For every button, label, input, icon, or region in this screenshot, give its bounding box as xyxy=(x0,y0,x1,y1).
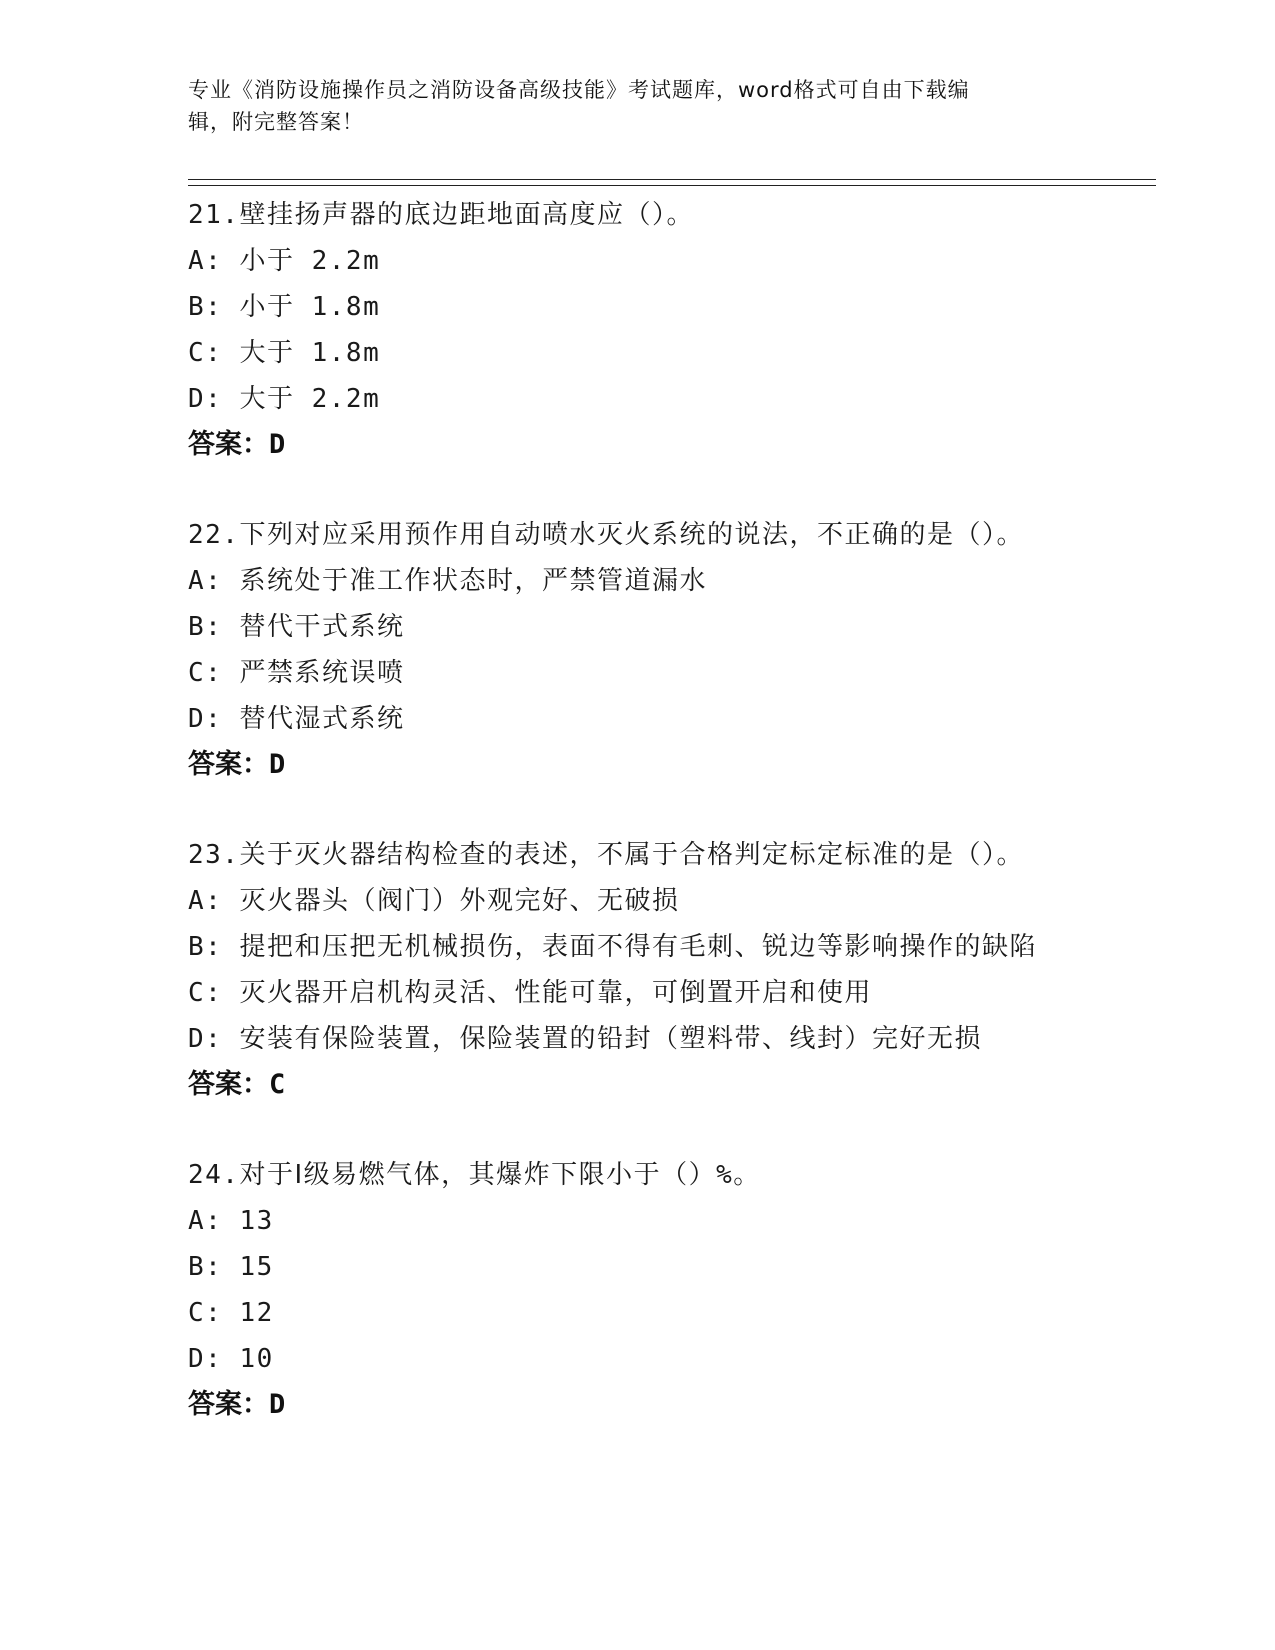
option-b: B: 15 xyxy=(188,1252,274,1282)
option-d: D: 安装有保险装置，保险装置的铅封（塑料带、线封）完好无损 xyxy=(188,1024,982,1054)
question-24 xyxy=(188,1152,1188,1428)
answer-value: D xyxy=(269,749,286,780)
answer-value: C xyxy=(269,1069,286,1100)
answer-label: 答案： xyxy=(188,429,269,460)
option-a: A: 灭火器头（阀门）外观完好、无破损 xyxy=(188,886,680,916)
answer-value: D xyxy=(269,1389,286,1420)
document-header xyxy=(188,74,1068,138)
answer-label: 答案： xyxy=(188,1069,269,1100)
option-c: C: 灭火器开启机构灵活、性能可靠，可倒置开启和使用 xyxy=(188,978,872,1008)
option-d: D: 大于 2.2m xyxy=(188,384,381,414)
option-b: B: 替代干式系统 xyxy=(188,612,405,642)
option-c: C: 12 xyxy=(188,1298,274,1328)
option-d: D: 替代湿式系统 xyxy=(188,704,405,734)
question-stem: 23.关于灭火器结构检查的表述，不属于合格判定标定标准的是（）。 xyxy=(188,840,1024,870)
header-line-2: 辑，附完整答案！ xyxy=(188,110,364,134)
question-21 xyxy=(188,192,1188,468)
answer-value: D xyxy=(269,429,286,460)
question-stem: 22.下列对应采用预作用自动喷水灭火系统的说法，不正确的是（）。 xyxy=(188,520,1024,550)
option-d: D: 10 xyxy=(188,1344,274,1374)
answer-label: 答案： xyxy=(188,1389,269,1420)
answer-label: 答案： xyxy=(188,749,269,780)
option-b: B: 提把和压把无机械损伤，表面不得有毛刺、锐边等影响操作的缺陷 xyxy=(188,932,1037,962)
answer-line xyxy=(188,1062,1188,1108)
header-line-1: 专业《消防设施操作员之消防设备高级技能》考试题库，word格式可自由下载编 xyxy=(188,78,970,102)
option-c: C: 大于 1.8m xyxy=(188,338,381,368)
option-c: C: 严禁系统误喷 xyxy=(188,658,405,688)
question-stem: 24.对于Ⅰ级易燃气体，其爆炸下限小于（）%。 xyxy=(188,1160,761,1190)
option-a: A: 小于 2.2m xyxy=(188,246,381,276)
header-divider-top xyxy=(188,179,1156,180)
answer-line xyxy=(188,1382,1188,1428)
question-22 xyxy=(188,512,1188,788)
question-stem: 21.壁挂扬声器的底边距地面高度应（）。 xyxy=(188,200,694,230)
question-23 xyxy=(188,832,1188,1108)
option-a: A: 13 xyxy=(188,1206,274,1236)
answer-line xyxy=(188,422,1188,468)
answer-line xyxy=(188,742,1188,788)
option-a: A: 系统处于准工作状态时，严禁管道漏水 xyxy=(188,566,707,596)
header-divider-bottom xyxy=(188,185,1156,186)
option-b: B: 小于 1.8m xyxy=(188,292,381,322)
